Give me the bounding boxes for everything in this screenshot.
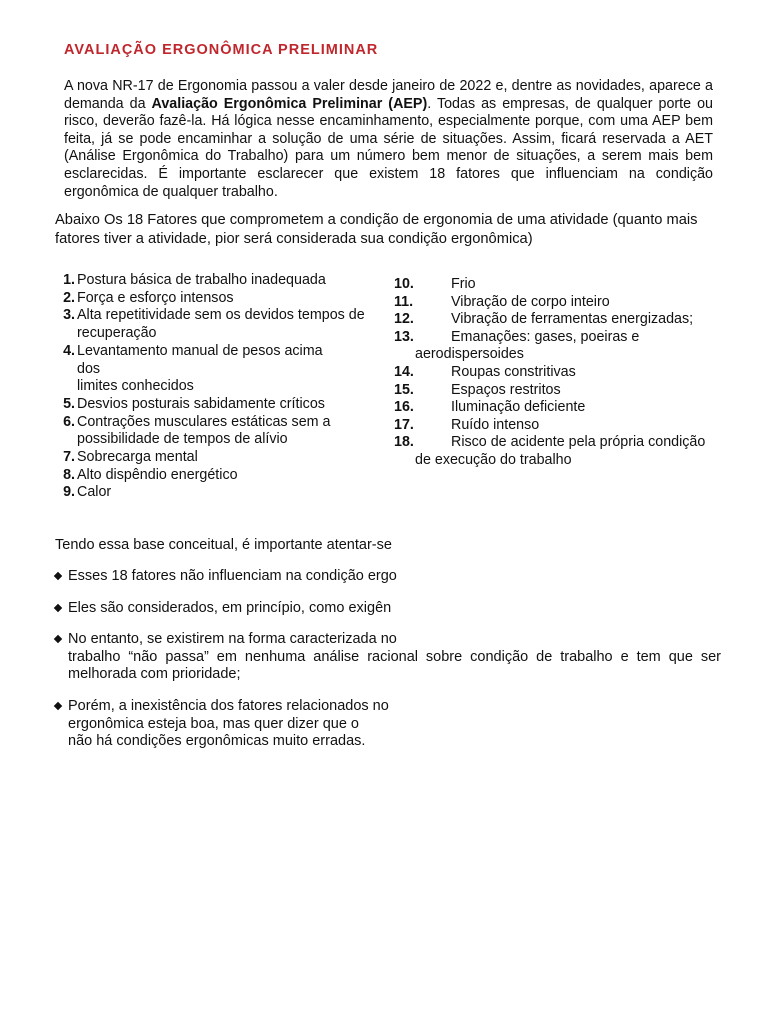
factor-text: Força e esforço intensos bbox=[77, 289, 234, 306]
factor-item bbox=[394, 417, 724, 435]
factor-number: 15. bbox=[394, 381, 414, 398]
factor-number: 14. bbox=[394, 363, 414, 380]
intro-paragraph bbox=[64, 78, 713, 201]
factor-item bbox=[55, 396, 365, 414]
factor-number: 2. bbox=[63, 289, 75, 306]
factor-text: Alto dispêndio energético bbox=[77, 466, 238, 483]
factor-text: Frio bbox=[451, 276, 476, 292]
factor-text: Levantamento manual de pesos acima dos bbox=[77, 342, 323, 377]
diamond-bullet-icon bbox=[54, 635, 62, 643]
intro-bold-aep: Avaliação Ergonômica Preliminar (AEP) bbox=[151, 95, 428, 112]
factor-item bbox=[394, 364, 724, 382]
factor-number: 3. bbox=[63, 307, 75, 324]
factor-item bbox=[55, 290, 365, 308]
factor-text: Vibração de ferramentas energizadas; bbox=[451, 311, 694, 328]
bullet-line: No entanto, se existirem na forma caracterizada no bbox=[68, 631, 397, 648]
factor-number: 12. bbox=[394, 311, 414, 328]
factor-text: Espaços restritos bbox=[451, 381, 561, 398]
considerations-list bbox=[55, 568, 721, 765]
factor-text: Ruído intenso bbox=[451, 416, 540, 433]
factor-item bbox=[55, 307, 365, 342]
bullet-line: não há condições ergonômicas muito erradas. bbox=[68, 733, 366, 750]
bullet-item bbox=[55, 698, 721, 751]
factor-text: Iluminação deficiente bbox=[451, 399, 586, 416]
factor-number: 8. bbox=[63, 466, 75, 483]
factor-item bbox=[394, 399, 724, 417]
bullet-line: Porém, a inexistência dos fatores relacionados no bbox=[68, 697, 389, 714]
factor-item bbox=[394, 434, 724, 469]
factor-number: 1. bbox=[63, 272, 75, 288]
bullet-item bbox=[55, 600, 721, 618]
factor-number: 9. bbox=[63, 484, 75, 501]
factor-text-continued: limites conhecidos bbox=[77, 378, 194, 395]
factor-item bbox=[394, 276, 724, 294]
diamond-bullet-icon bbox=[54, 603, 62, 611]
factor-item bbox=[394, 294, 724, 312]
bullet-line: Esses 18 fatores não influenciam na condição ergo bbox=[68, 568, 397, 584]
bullet-line: Eles são considerados, em princípio, como exigên bbox=[68, 599, 392, 616]
factor-number: 16. bbox=[394, 399, 414, 416]
factor-text: Contrações musculares estáticas sem a possibilidade de tempos de alívio bbox=[77, 413, 331, 448]
bullet-item bbox=[55, 568, 721, 586]
factor-number: 11. bbox=[394, 293, 414, 310]
factor-text: Roupas constritivas bbox=[451, 363, 576, 380]
factor-text-continued: aerodispersoides bbox=[415, 346, 524, 363]
factor-item bbox=[55, 343, 345, 396]
factor-number: 10. bbox=[394, 276, 414, 292]
factor-text: Vibração de corpo inteiro bbox=[451, 293, 610, 310]
bullet-line: ergonômica esteja boa, mas quer dizer que o bbox=[68, 715, 359, 732]
factor-text-continued: de execução do trabalho bbox=[415, 451, 572, 468]
factor-text: Desvios posturais sabidamente críticos bbox=[77, 395, 325, 412]
factor-text: Calor bbox=[77, 484, 112, 501]
factor-item bbox=[394, 382, 724, 400]
conceptual-base-heading: Tendo essa base conceitual, é importante atentar-se bbox=[55, 537, 392, 553]
bullet-item bbox=[55, 631, 721, 684]
bullet-line: trabalho “não passa” em nenhuma análise racional sobre condição de trabalho e tem que ser melhorada com prioridade; bbox=[68, 648, 721, 683]
factor-text: Emanações: gases, poeiras e bbox=[451, 328, 640, 345]
intro-text-2: . Todas as empresas, de qualquer porte ou risco, deverão fazê-la. Há lógica nesse encaminhamento, especialmente porque, com uma AEP bem feita, já se pode encaminhar a solução de uma série de situações. Assim, ficará reservada a AET (Análise Ergonômica do Trabalho) para um número bem menor de situações, a serem mais bem esclarecidas. É importante esclarecer que existem 18 fatores que influenciam na condição ergonômica de qualquer trabalho. bbox=[64, 95, 713, 200]
factor-item bbox=[55, 272, 365, 290]
factor-item bbox=[55, 449, 365, 467]
factor-number: 5. bbox=[63, 395, 75, 412]
factor-text: Alta repetitividade sem os devidos tempos de recuperação bbox=[77, 307, 365, 342]
factor-item bbox=[55, 484, 365, 502]
factor-number: 18. bbox=[394, 434, 414, 451]
factors-list-left bbox=[55, 272, 365, 502]
diamond-bullet-icon bbox=[54, 702, 62, 710]
factors-intro: Abaixo Os 18 Fatores que comprometem a condição de ergonomia de uma atividade (quanto mais fatores tiver a atividade, pior será considerada sua condição ergonômica) bbox=[55, 212, 698, 247]
intro-text-1: A nova NR-17 de Ergonomia passou a valer desde janeiro de 2022 e, dentre as novidades, aparece a demanda da bbox=[64, 78, 713, 112]
factor-item bbox=[394, 329, 724, 364]
factors-list-right bbox=[394, 276, 724, 470]
diamond-bullet-icon bbox=[54, 572, 62, 580]
factor-text: Sobrecarga mental bbox=[77, 449, 198, 466]
factor-text: Risco de acidente pela própria condição bbox=[451, 434, 706, 451]
factor-number: 13. bbox=[394, 328, 414, 345]
factor-item bbox=[55, 414, 365, 449]
factor-number: 7. bbox=[63, 449, 75, 466]
factor-number: 4. bbox=[63, 342, 75, 359]
page-title: AVALIAÇÃO ERGONÔMICA PRELIMINAR bbox=[64, 42, 379, 58]
factor-number: 17. bbox=[394, 416, 414, 433]
factor-text: Postura básica de trabalho inadequada bbox=[77, 272, 326, 288]
factor-item bbox=[55, 467, 365, 485]
factor-number: 6. bbox=[63, 413, 75, 430]
factor-item bbox=[394, 311, 724, 329]
